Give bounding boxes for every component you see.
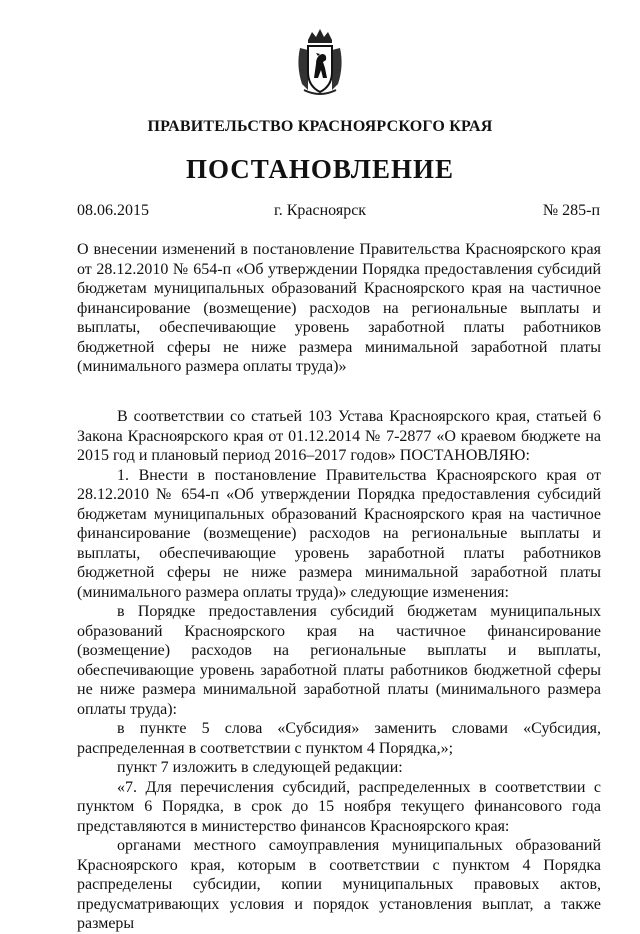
document-body xyxy=(77,407,601,934)
body-paragraph: «7. Для перечисления субсидий, распределенных в соответствии с пунктом 6 Порядка, в срок до 15 ноября текущего финансового года представляются в министерство финансов Красноярского края: xyxy=(77,778,601,835)
body-paragraph: в пункте 5 слова «Субсидия» заменить словами «Субсидия, распределенная в соответствии с пунктом 4 Порядка,»; xyxy=(77,720,601,757)
body-paragraph: в Порядке предоставления субсидий бюджетам муниципальных образований Красноярского края на частичное финансирование (возмещение) расходов на региональные выплаты и выплаты, обеспечивающие уровень заработной платы работников бюджетной сферы не ниже размера минимальной заработной платы (минимального размера оплаты труда): xyxy=(77,603,601,718)
government-name: ПРАВИТЕЛЬСТВО КРАСНОЯРСКОГО КРАЯ xyxy=(147,118,493,135)
body-paragraph: В соответствии со статьей 103 Устава Красноярского края, статьей 6 Закона Красноярского края от 01.12.2014 № 7-2877 «О краевом бюджете на 2015 год и плановый период 2016–2017 годов» ПОСТАНОВЛЯЮ: xyxy=(77,408,601,464)
document-date: 08.06.2015 xyxy=(77,202,149,219)
document-city: г. Красноярск xyxy=(273,202,367,219)
coat-of-arms-icon xyxy=(294,26,346,96)
body-paragraph: 1. Внести в постановление Правительства Красноярского края от 28.12.2010 № 654-п «Об утверждении Порядка предоставления субсидий бюджетам муниципальных образований Красноярского края на частичное финансирование (возмещение) расходов на региональные выплаты и выплаты, обеспечивающие уровень заработной платы работников бюджетной сферы не ниже размера минимальной заработной платы (минимального размера оплаты труда)» следующие изменения: xyxy=(77,466,601,601)
document-number: № 285-п xyxy=(542,202,600,219)
document-type-title: ПОСТАНОВЛЕНИЕ xyxy=(185,154,455,184)
body-paragraph: органами местного самоуправления муниципальных образований Красноярского края, которым в соответствии с пунктом 4 Порядка распределены субсидии, копии муниципальных правовых актов, предусматривающих условия и порядок установления выплат, а также размеры xyxy=(77,837,601,932)
body-paragraph: пункт 7 изложить в следующей редакции: xyxy=(117,759,403,776)
document-subject: О внесении изменений в постановление Правительства Красноярского края от 28.12.2010 № 654-п «Об утверждении Порядка предоставления субсидий бюджетам муниципальных образований Красноярского края на частичное финансирование (возмещение) расходов на региональные выплаты и выплаты, обеспечивающие уровень заработной платы работников бюджетной сферы не ниже размера минимальной заработной платы (минимального размера оплаты труда)» xyxy=(77,241,601,375)
